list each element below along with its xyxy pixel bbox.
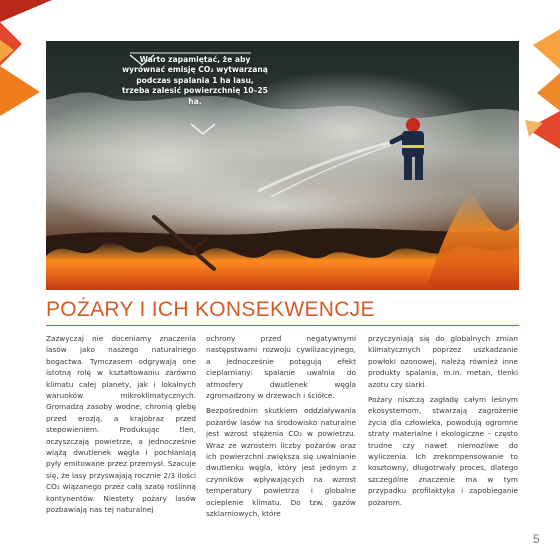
fire-scene-illustration [46,41,519,290]
paragraph: Bezpośrednim skutkiem oddziaływania pożarów lasów na środowisko naturalne jest wzrost stężenia CO₂ w powietrzu. Wraz ze wzrostem liczby pożarów oraz ich powierzchni zwiększa się uwalnianie dwutlenku węgla, który jest jednym z czynników wpływających na wzrost temperatury powietrza i globalne ocieplenie klimatu. Do tzw. gazów szklarniowych, które [206,406,356,519]
photo-callout: Warto zapamiętać, że aby wyrównać emisję CO₂ wytwarzaną podczas spalania 1 ha lasu, trzeba zalesić powierzchnię 10–25 ha. [122,55,268,106]
title-rule [46,325,519,326]
paragraph: Zazwyczaj nie doceniamy znaczenia lasów jako naszego naturalnego bogactwa. Tymczasem odgrywają one istotną rolę w kształtowaniu zarówno klimatu całej planety, jak i lokalnych warunków mikroklimatycznych. Gromadzą zasoby wodne, chronią glebę przed erozją, a krajobraz przed stepowieniem. Produkując tlen, oczyszczają powietrze, a jednocześnie wiążą dwutlenek węgla i pochłaniają pyły emitowane przez przemysł. Szacuje się, że lasy przyswajają rocznie 2/3 ilości CO₂ wiązanego przez całą szatę roślinną kontynentów. Niestety pożary lasów pozbawiają nas tej naturalnej [46,334,196,515]
page-number: 5 [533,532,540,546]
paragraph: przyczyniają się do globalnych zmian klimatycznych poprzez uszkadzanie powłoki ozonowej, należą również inne produkty spalania, m.in. metan, tlenki azotu czy siarki. [368,334,518,389]
text-column-3 [368,333,518,512]
text-column-2 [206,333,356,524]
forest-fire-photo [46,41,519,290]
paragraph: ochrony przed negatywnymi następstwami rozwoju cywilizacyjnego, a jednocześnie potęgują efekt cieplarniany: spalanie uwalnia do atmosfery dwutlenek węgla zgromadzony w drzewach i ściółce. [206,334,356,401]
text-column-1 [46,333,196,520]
right-edge-decoration [519,25,560,165]
article-title: POŻARY I ICH KONSEKWENCJE [46,298,375,321]
paragraph: Pożary niszczą zagładę całym leśnym ekosystemom, stwarzają zagrożenie życia dla człowieka, powodują ogromne straty materialne i ekologiczne – często trudne czy nawet niemożliwe do wyliczenia. Ich zrekompensowanie to kosztowny, długotrwały proces, dlatego szczególne znaczenie ma w tym przypadku profilaktyka i zapobieganie pożarom. [368,395,518,507]
